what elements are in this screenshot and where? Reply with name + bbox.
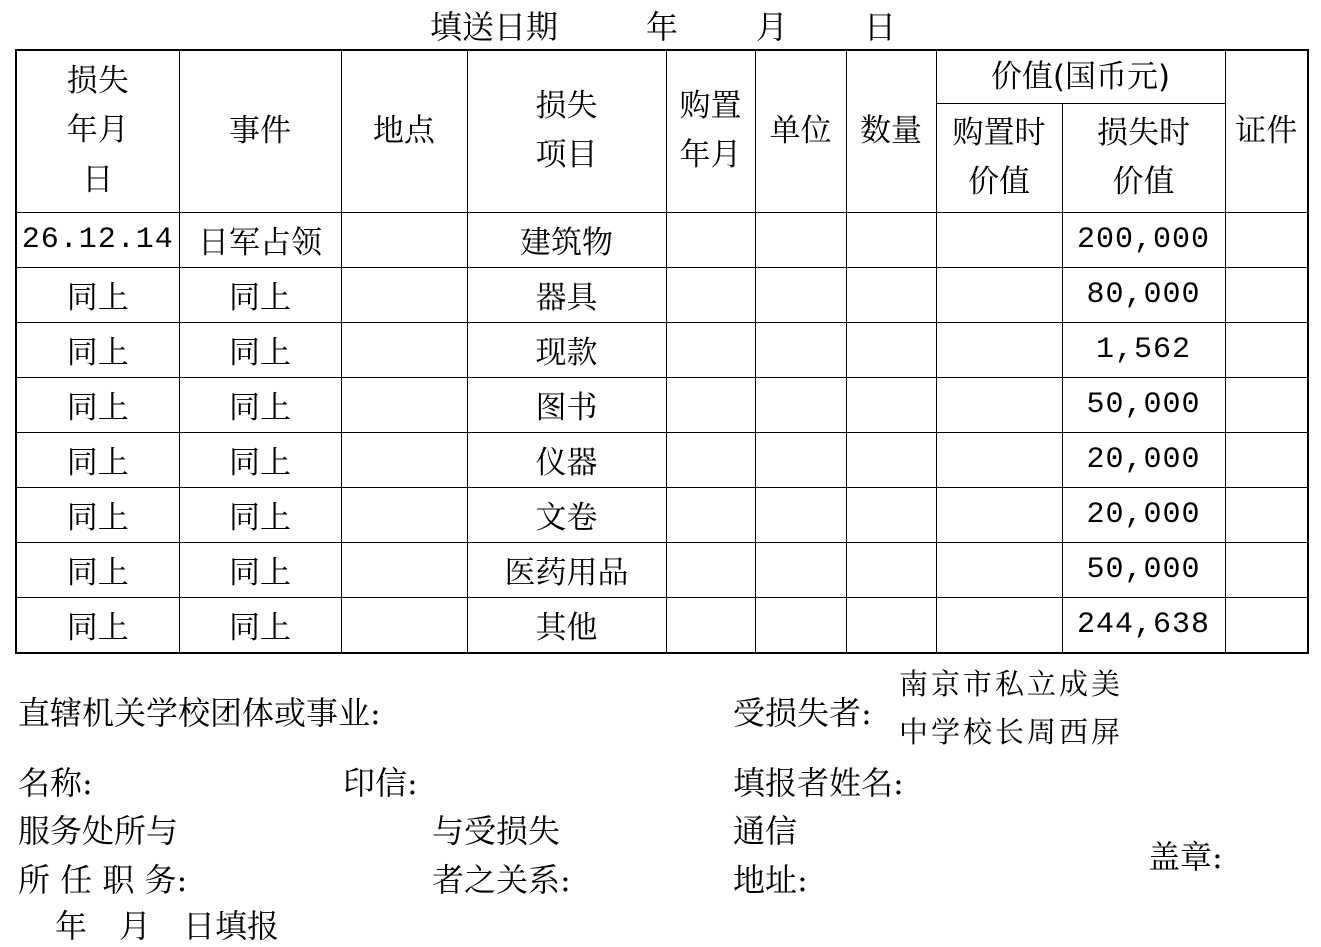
cell-evidence <box>1225 432 1308 487</box>
cell-quantity <box>846 267 936 322</box>
cell-value-at-loss: 200,000 <box>1062 212 1225 267</box>
header-loss-item: 损失项目 <box>467 50 666 212</box>
cell-quantity <box>846 322 936 377</box>
cell-evidence <box>1225 377 1308 432</box>
header-place: 地点 <box>341 50 467 212</box>
cell-event: 同上 <box>179 377 341 432</box>
header-event: 事件 <box>179 50 341 212</box>
cell-loss-item: 建筑物 <box>467 212 666 267</box>
filled-date: 年 月 日填报 <box>55 907 280 945</box>
cell-value-at-purchase <box>936 432 1062 487</box>
name-label: 名称: <box>18 764 93 802</box>
cell-loss-date: 同上 <box>16 597 179 653</box>
cell-loss-date: 同上 <box>16 487 179 542</box>
cell-value-at-purchase <box>936 377 1062 432</box>
table-row <box>16 267 1308 322</box>
table-row <box>16 432 1308 487</box>
cell-value-at-purchase <box>936 267 1062 322</box>
table-row <box>16 212 1308 267</box>
cell-loss-date: 同上 <box>16 267 179 322</box>
cell-loss-date: 同上 <box>16 322 179 377</box>
cell-event: 同上 <box>179 542 341 597</box>
report-date-line <box>0 2 1321 44</box>
cell-place <box>341 487 467 542</box>
cell-place <box>341 212 467 267</box>
cell-evidence <box>1225 322 1308 377</box>
victim-label: 受损失者: <box>733 694 872 732</box>
victim-name-line1: 南京市私立成美 <box>899 667 1124 701</box>
cell-event: 同上 <box>179 432 341 487</box>
seal-label: 印信: <box>343 764 418 802</box>
relation-label-line1: 与受损失 <box>432 812 561 850</box>
cell-loss-item: 器具 <box>467 267 666 322</box>
cell-value-at-loss: 20,000 <box>1062 487 1225 542</box>
report-date-label: 填送日期 <box>430 8 559 46</box>
cell-event: 日军占领 <box>179 212 341 267</box>
header-value-group: 价值(国币元) <box>936 50 1225 103</box>
cell-place <box>341 432 467 487</box>
header-unit: 单位 <box>755 50 846 212</box>
report-date-day: 日 <box>864 8 897 46</box>
cell-evidence <box>1225 212 1308 267</box>
cell-value-at-purchase <box>936 542 1062 597</box>
cell-value-at-purchase <box>936 597 1062 653</box>
cell-value-at-loss: 80,000 <box>1062 267 1225 322</box>
cell-evidence <box>1225 597 1308 653</box>
office-label-line1: 服务处所与 <box>18 812 179 850</box>
cell-event: 同上 <box>179 267 341 322</box>
cell-value-at-loss: 20,000 <box>1062 432 1225 487</box>
cell-unit <box>755 267 846 322</box>
cell-unit <box>755 487 846 542</box>
cell-purchase-date <box>666 322 755 377</box>
report-date-year: 年 <box>646 8 679 46</box>
table-row <box>16 322 1308 377</box>
victim-name-line2: 中学校长周西屏 <box>899 715 1124 749</box>
cell-loss-date: 同上 <box>16 432 179 487</box>
cell-loss-date: 同上 <box>16 542 179 597</box>
cell-purchase-date <box>666 212 755 267</box>
cell-loss-item: 现款 <box>467 322 666 377</box>
cell-place <box>341 267 467 322</box>
cell-value-at-purchase <box>936 212 1062 267</box>
cell-evidence <box>1225 267 1308 322</box>
address-label-line2: 地址: <box>733 861 808 899</box>
cell-value-at-purchase <box>936 487 1062 542</box>
header-purchase-date: 购置年月 <box>666 50 755 212</box>
stamp-label: 盖章: <box>1148 838 1223 876</box>
cell-purchase-date <box>666 487 755 542</box>
cell-purchase-date <box>666 542 755 597</box>
cell-value-at-loss: 1,562 <box>1062 322 1225 377</box>
cell-quantity <box>846 432 936 487</box>
cell-unit <box>755 212 846 267</box>
cell-value-at-loss: 244,638 <box>1062 597 1225 653</box>
cell-unit <box>755 377 846 432</box>
cell-purchase-date <box>666 267 755 322</box>
cell-unit <box>755 597 846 653</box>
cell-unit <box>755 542 846 597</box>
loss-table <box>15 49 1309 654</box>
cell-value-at-loss: 50,000 <box>1062 542 1225 597</box>
relation-label-line2: 者之关系: <box>432 861 571 899</box>
cell-unit <box>755 322 846 377</box>
cell-value-at-purchase <box>936 322 1062 377</box>
cell-place <box>341 597 467 653</box>
loss-table-body <box>16 212 1308 653</box>
cell-quantity <box>846 542 936 597</box>
cell-quantity <box>846 487 936 542</box>
cell-quantity <box>846 377 936 432</box>
office-label-line2: 所 任 职 务: <box>18 861 188 899</box>
cell-purchase-date <box>666 377 755 432</box>
cell-loss-item: 图书 <box>467 377 666 432</box>
cell-loss-item: 仪器 <box>467 432 666 487</box>
header-loss-date: 损失年月日 <box>16 50 179 212</box>
cell-event: 同上 <box>179 487 341 542</box>
cell-place <box>341 377 467 432</box>
header-evidence: 证件 <box>1225 50 1308 212</box>
cell-quantity <box>846 597 936 653</box>
cell-quantity <box>846 212 936 267</box>
cell-loss-date: 26.12.14 <box>16 212 179 267</box>
cell-evidence <box>1225 487 1308 542</box>
cell-value-at-loss: 50,000 <box>1062 377 1225 432</box>
report-date-month: 月 <box>756 8 789 46</box>
cell-loss-date: 同上 <box>16 377 179 432</box>
cell-place <box>341 542 467 597</box>
cell-purchase-date <box>666 432 755 487</box>
address-label-line1: 通信 <box>733 812 798 850</box>
cell-event: 同上 <box>179 597 341 653</box>
reporter-name-label: 填报者姓名: <box>733 764 904 802</box>
header-value-at-loss: 损失时价值 <box>1062 103 1225 212</box>
table-row <box>16 377 1308 432</box>
header-value-at-purchase: 购置时价值 <box>936 103 1062 212</box>
cell-unit <box>755 432 846 487</box>
header-quantity: 数量 <box>846 50 936 212</box>
table-row <box>16 597 1308 653</box>
cell-event: 同上 <box>179 322 341 377</box>
org-label: 直辖机关学校团体或事业: <box>18 694 381 732</box>
table-row <box>16 487 1308 542</box>
cell-place <box>341 322 467 377</box>
cell-loss-item: 医药用品 <box>467 542 666 597</box>
cell-loss-item: 其他 <box>467 597 666 653</box>
cell-evidence <box>1225 542 1308 597</box>
cell-loss-item: 文卷 <box>467 487 666 542</box>
table-row <box>16 542 1308 597</box>
cell-purchase-date <box>666 597 755 653</box>
